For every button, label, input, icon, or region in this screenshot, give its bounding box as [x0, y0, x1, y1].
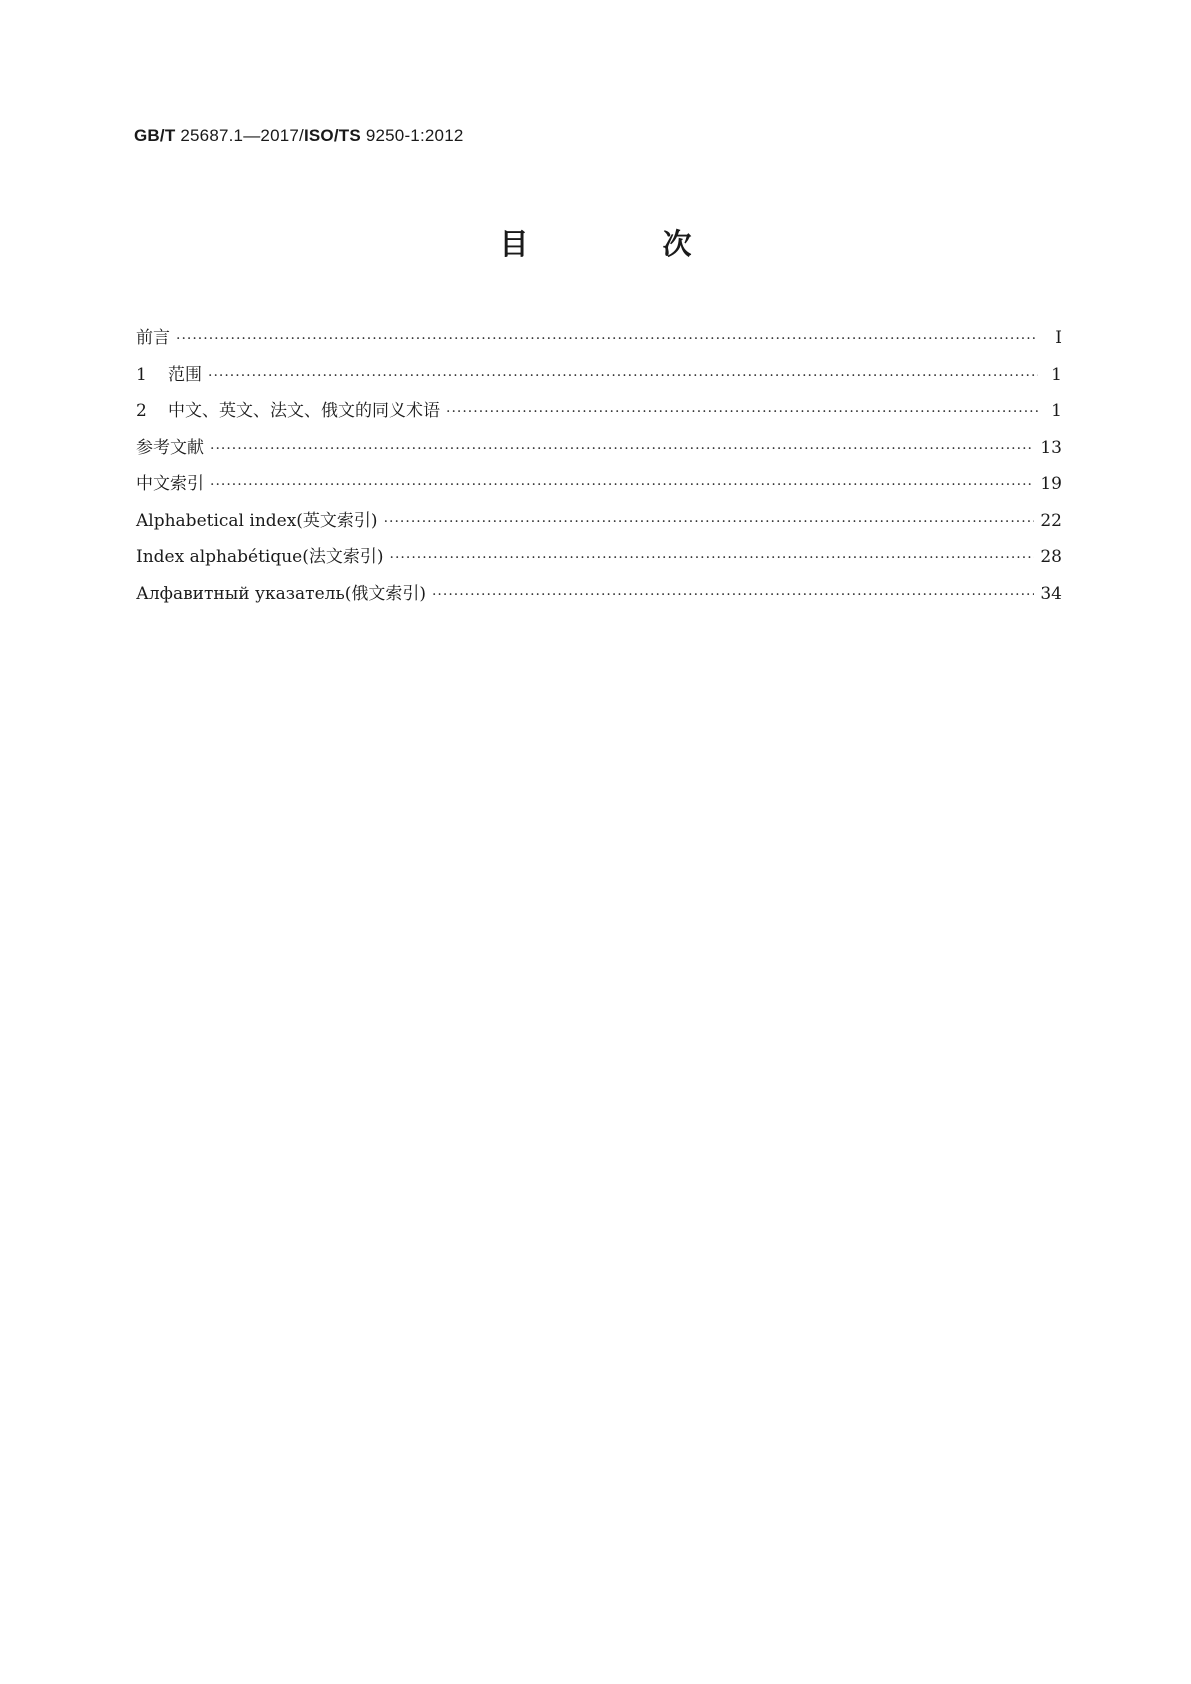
toc-entry-chinese-index[interactable]: [136, 472, 1062, 509]
toc-entry-label: 中文、英文、法文、俄文的同义术语: [168, 401, 440, 421]
toc-leader-dots: [176, 327, 1038, 351]
toc-leader-dots: [208, 364, 1038, 388]
toc-entry-label: 范围: [168, 364, 202, 385]
toc-entry-french-index[interactable]: [136, 545, 1062, 582]
iso-prefix: ISO/TS: [303, 126, 361, 145]
toc-entry-page: 13: [1040, 437, 1062, 458]
toc-leader-dots: [446, 400, 1038, 424]
toc-entry-foreword[interactable]: [136, 326, 1062, 363]
toc-entry-label: 参考文献: [136, 437, 204, 458]
toc-leader-dots: [432, 583, 1034, 607]
toc-entry-page: 1: [1051, 401, 1062, 421]
toc-entry-page: Ⅰ: [1055, 328, 1062, 348]
toc-entry-page: 1: [1051, 364, 1062, 385]
toc-entry-page: 19: [1040, 474, 1062, 494]
toc-entry-label: Алфавитный указатель(俄文索引): [136, 583, 426, 604]
standard-designation: [134, 126, 464, 146]
toc-entry-page: 34: [1040, 583, 1062, 604]
toc-leader-dots: [384, 510, 1035, 534]
toc-entry-page: 22: [1040, 510, 1062, 531]
toc-entry-label: 中文索引: [136, 474, 204, 494]
toc-entry-russian-index[interactable]: [136, 582, 1062, 619]
toc-entry-number: 1: [136, 364, 147, 385]
toc-entry-english-index[interactable]: [136, 509, 1062, 546]
table-of-contents: [136, 326, 1062, 618]
toc-entry-scope[interactable]: [136, 363, 1062, 400]
toc-leader-dots: [390, 546, 1035, 570]
standard-prefix: GB/T: [134, 126, 176, 145]
toc-leader-dots: [210, 473, 1034, 497]
toc-entry-label: Index alphabétique(法文索引): [136, 547, 384, 567]
toc-entry-label: 前言: [136, 328, 170, 348]
toc-leader-dots: [210, 437, 1034, 461]
iso-number: 9250-1:2012: [365, 126, 464, 145]
toc-entry-label: Alphabetical index(英文索引): [136, 510, 378, 531]
toc-entry-number: 2: [136, 401, 147, 421]
toc-title: 目 次: [499, 227, 754, 261]
toc-entry-synonymous-terms[interactable]: [136, 399, 1062, 436]
toc-entry-page: 28: [1040, 547, 1062, 567]
toc-entry-bibliography[interactable]: [136, 436, 1062, 473]
standard-number: 25687.1—2017/: [180, 126, 304, 145]
